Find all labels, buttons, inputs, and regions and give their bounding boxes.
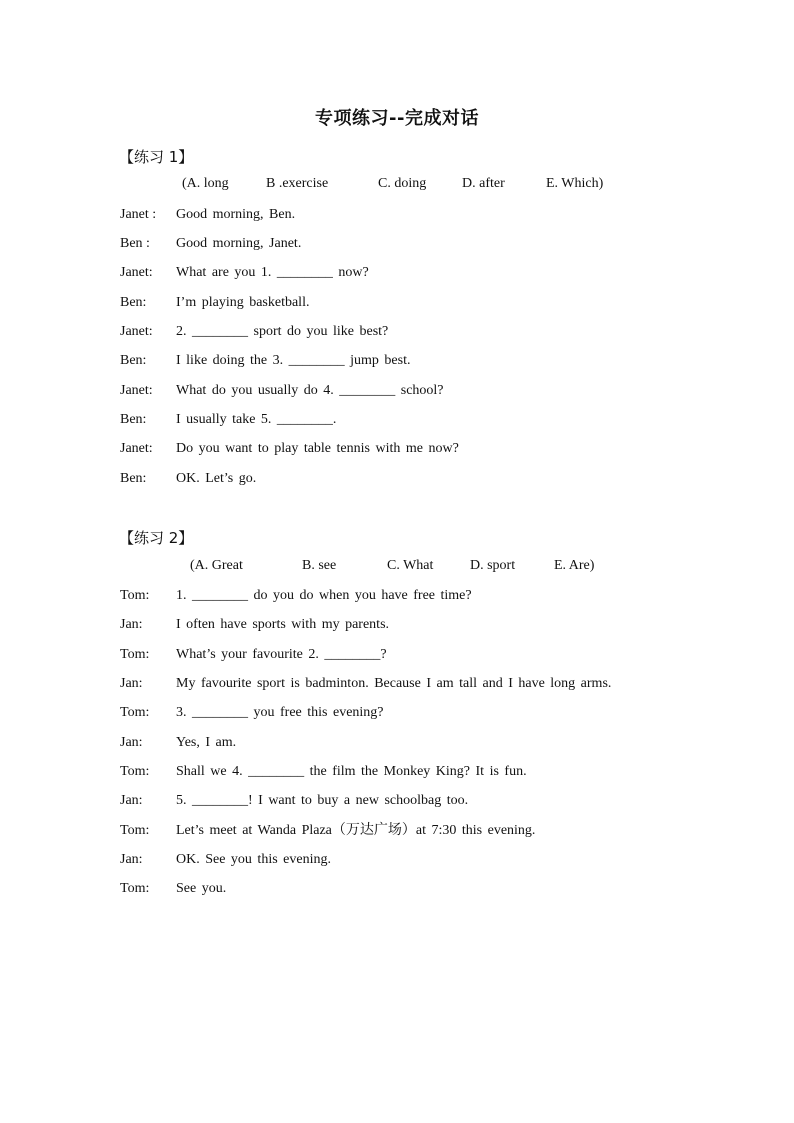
exercise-2-options: [0, 558, 600, 578]
line-text: See you.: [176, 881, 227, 896]
speaker: Tom:: [120, 823, 150, 838]
dialogue-line: [120, 703, 720, 723]
line-text: What’s your favourite 2. ________?: [176, 647, 387, 662]
speaker: Tom:: [120, 705, 150, 720]
dialogue-line: [120, 850, 720, 870]
option-c: C. What: [387, 558, 434, 573]
line-text: 1. ________ do you do when you have free time?: [176, 588, 472, 603]
speaker: Jan:: [120, 793, 143, 808]
line-text: 2. ________ sport do you like best?: [176, 324, 389, 339]
dialogue-line: [120, 381, 720, 401]
line-text: Yes, I am.: [176, 735, 237, 750]
dialogue-line: [120, 674, 720, 694]
speaker: Janet:: [120, 265, 153, 280]
option-a: (A. long: [182, 176, 229, 191]
line-text: OK. Let’s go.: [176, 471, 257, 486]
option-d: D. after: [462, 176, 505, 191]
line-text: My favourite sport is badminton. Because I am tall and I have long arms.: [176, 676, 612, 691]
speaker: Janet:: [120, 383, 153, 398]
speaker: Jan:: [120, 852, 143, 867]
dialogue-line: [120, 351, 720, 371]
dialogue-line: [120, 469, 720, 489]
line-text: I often have sports with my parents.: [176, 617, 390, 632]
exercise-1-options: [0, 176, 604, 196]
speaker: Tom:: [120, 647, 150, 662]
dialogue-line: [120, 615, 720, 635]
dialogue-line: [120, 733, 720, 753]
line-text: 3. ________ you free this evening?: [176, 705, 384, 720]
dialogue-line: [120, 762, 720, 782]
page-title: 专项练习--完成对话: [315, 108, 479, 129]
dialogue-line: [120, 205, 720, 225]
line-text: What are you 1. ________ now?: [176, 265, 369, 280]
option-c: C. doing: [378, 176, 427, 191]
line-text: I usually take 5. ________.: [176, 412, 337, 427]
exercise-2-heading: 【练习 2】: [119, 529, 194, 547]
speaker: Ben:: [120, 412, 147, 427]
option-b: B. see: [302, 558, 337, 573]
dialogue-line: [120, 439, 720, 459]
option-b: B .exercise: [266, 176, 329, 191]
dialogue-line: [120, 586, 720, 606]
line-text: I like doing the 3. ________ jump best.: [176, 353, 411, 368]
line-text: OK. See you this evening.: [176, 852, 331, 867]
speaker: Ben :: [120, 236, 150, 251]
line-text: I’m playing basketball.: [176, 295, 310, 310]
dialogue-line: [120, 322, 720, 342]
line-text: 5. ________! I want to buy a new schoolbag too.: [176, 793, 469, 808]
line-text: Good morning, Ben.: [176, 207, 296, 222]
dialogue-line: [120, 791, 720, 811]
speaker: Ben:: [120, 295, 147, 310]
exercise-1-heading: 【练习 1】: [119, 148, 194, 166]
dialogue-line: [120, 293, 720, 313]
line-text: Shall we 4. ________ the film the Monkey King? It is fun.: [176, 764, 527, 779]
speaker: Tom:: [120, 881, 150, 896]
speaker: Jan:: [120, 617, 143, 632]
speaker: Janet:: [120, 324, 153, 339]
speaker: Tom:: [120, 764, 150, 779]
speaker: Janet :: [120, 207, 157, 222]
option-d: D. sport: [470, 558, 516, 573]
dialogue-line: [120, 263, 720, 283]
dialogue-line: [120, 821, 720, 841]
speaker: Ben:: [120, 471, 147, 486]
dialogue-line: [120, 410, 720, 430]
speaker: Jan:: [120, 735, 143, 750]
dialogue-line: [120, 879, 720, 899]
dialogue-line: [120, 645, 720, 665]
option-e: E. Are): [554, 558, 595, 573]
dialogue-line: [120, 234, 720, 254]
line-text: Do you want to play table tennis with me now?: [176, 441, 459, 456]
option-a: (A. Great: [190, 558, 243, 573]
line-text: What do you usually do 4. ________ school?: [176, 383, 444, 398]
speaker: Tom:: [120, 588, 150, 603]
line-text: Let’s meet at Wanda Plaza（万达广场）at 7:30 this evening.: [176, 823, 536, 838]
speaker: Janet:: [120, 441, 153, 456]
option-e: E. Which): [546, 176, 604, 191]
speaker: Ben:: [120, 353, 147, 368]
line-text: Good morning, Janet.: [176, 236, 302, 251]
speaker: Jan:: [120, 676, 143, 691]
